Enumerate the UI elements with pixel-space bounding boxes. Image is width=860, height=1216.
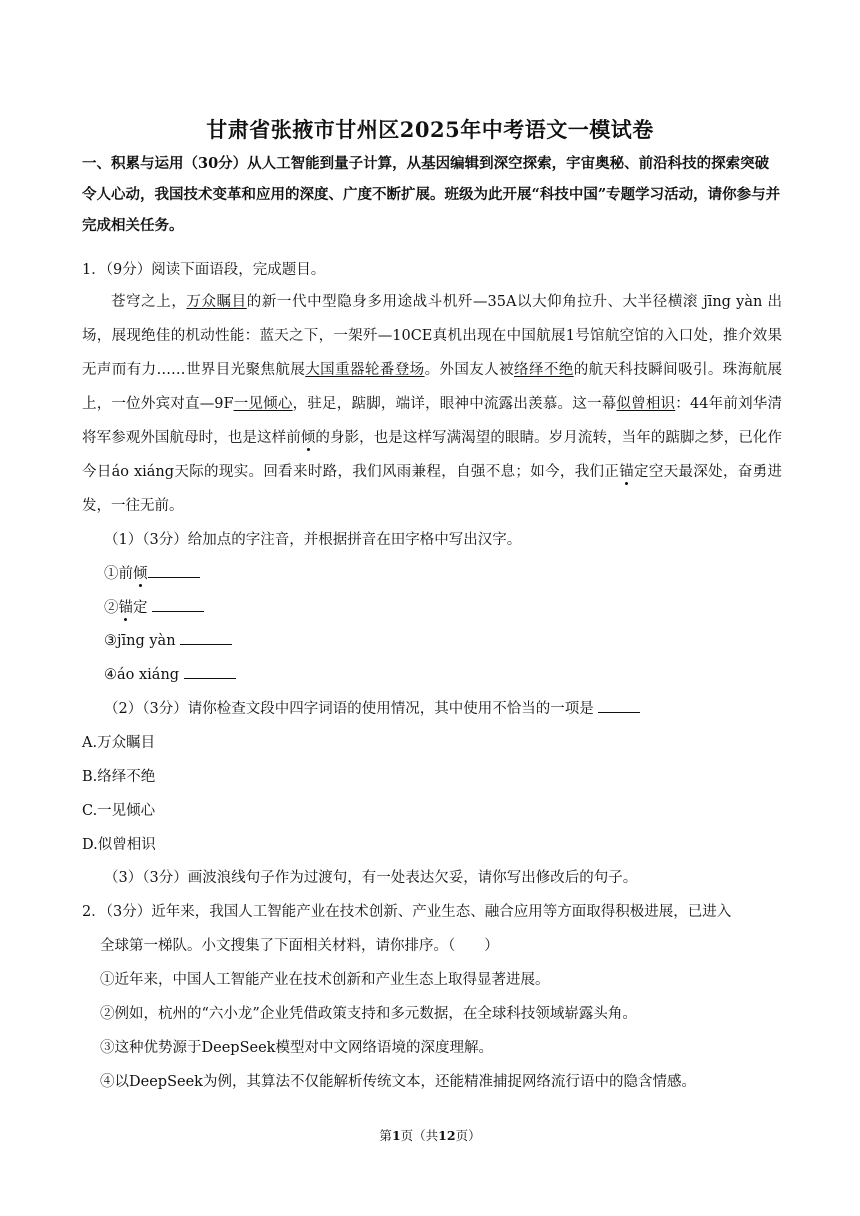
q1-sub3-stem: （3）（3分）画波浪线句子作为过渡句，有一处表达欠妥，请你写出修改后的句子。	[104, 870, 638, 886]
q1-sub1-item-2: ②锚定	[104, 596, 804, 617]
option-c: C.一见倾心	[82, 803, 156, 819]
q1-sub1-item-4: ④áo xiáng	[104, 664, 804, 683]
page-total: 12	[438, 1128, 456, 1143]
option-b: B.络绎不绝	[82, 769, 156, 785]
underlined-word-2: 大国重器轮番登场	[305, 362, 425, 378]
answer-blank[interactable]	[184, 664, 236, 679]
page-number: 1	[391, 1128, 401, 1143]
q2-item-3: ③这种优势源于DeepSeek模型对中文网络语境的深度理解。	[100, 1040, 493, 1056]
q2-item-2: ②例如，杭州的“六小龙”企业凭借政策支持和多元数据，在全球科技领域崭露头角。	[100, 1006, 637, 1022]
q1-sub1-item-3: ③jīng yàn	[104, 630, 804, 649]
q2-item-4: ④以DeepSeek为例，其算法不仅能解析传统文本，还能精准捕捉网络流行语中的隐含情感。	[100, 1074, 696, 1090]
q2-stem-line1: 2．（3分）近年来，我国人工智能产业在技术创新、产业生态、融合应用等方面取得积极进展，已进入	[82, 904, 732, 920]
underlined-word-1: 万众瞩目	[186, 294, 247, 310]
underlined-word-3: 络绎不绝	[514, 362, 574, 378]
underlined-word-4: 一见倾心	[233, 396, 293, 412]
option-a: A.万众瞩目	[82, 735, 156, 751]
q1-passage: 苍穹之上，万众瞩目的新一代中型隐身多用途战斗机歼—35A以大仰角拉升、大半径横滚 jīng yàn 出场，展现绝佳的机动性能：蓝天之下，一架歼—10CE真机出现在中国航展1号馆航空馆的入口处，推介效果无声而有力……世界目光聚焦航展大国重器轮番登场。外国友人被络绎不绝的航天科技瞬间吸引。珠海航展上，一位外宾对直—9F一见倾心，驻足，踮脚，端详，眼神中流露出羡慕。这一幕似曾相识：44年前刘华清将军参观外国航母时，也是这样前倾的身影，也是这样写满渴望的眼睛。岁月流转，当年的踮脚之梦，已化作今日áo xiáng天际的现实。回看来时路，我们风雨兼程，自强不息；如今，我们正锚定空天最深处，奋勇进发，一往无前。	[82, 294, 783, 514]
dotted-char-2: 锚	[619, 464, 635, 480]
page-footer: 第1页（共12页）	[379, 1128, 481, 1143]
q1-sub1-stem: （1）（3分）给加点的字注音，并根据拼音在田字格中写出汉字。	[104, 532, 522, 548]
option-d: D.似曾相识	[82, 837, 156, 853]
dotted-char-1: 倾	[300, 430, 316, 446]
answer-blank[interactable]	[598, 698, 640, 713]
underlined-word-5: 似曾相识	[616, 396, 676, 412]
page-title: 甘肃省张掖市甘州区2025年中考语文一模试卷	[206, 117, 654, 142]
answer-blank[interactable]	[152, 597, 204, 612]
q1-sub2-stem: （2）（3分）请你检查文段中四字词语的使用情况，其中使用不恰当的一项是	[104, 697, 804, 718]
answer-blank[interactable]	[180, 630, 232, 645]
q1-sub1-item-1: ①前倾	[104, 562, 804, 583]
q2-item-1: ①近年来，中国人工智能产业在技术创新和产业生态上取得显著进展。	[100, 972, 550, 988]
q2-stem-line2: 全球第一梯队。小文搜集了下面相关材料，请你排序。（ ）	[100, 938, 499, 954]
answer-blank[interactable]	[148, 563, 200, 578]
q1-stem: 1．（9分）阅读下面语段，完成题目。	[82, 262, 326, 278]
section-heading: 一、积累与运用（30分）从人工智能到量子计算，从基因编辑到深空探索，宇宙奥秘、前沿科技的探索突破令人心动，我国技术变革和应用的深度、广度不断扩展。班级为此开展“科技中国”专题学习活动，请你参与并完成相关任务。	[82, 155, 781, 234]
